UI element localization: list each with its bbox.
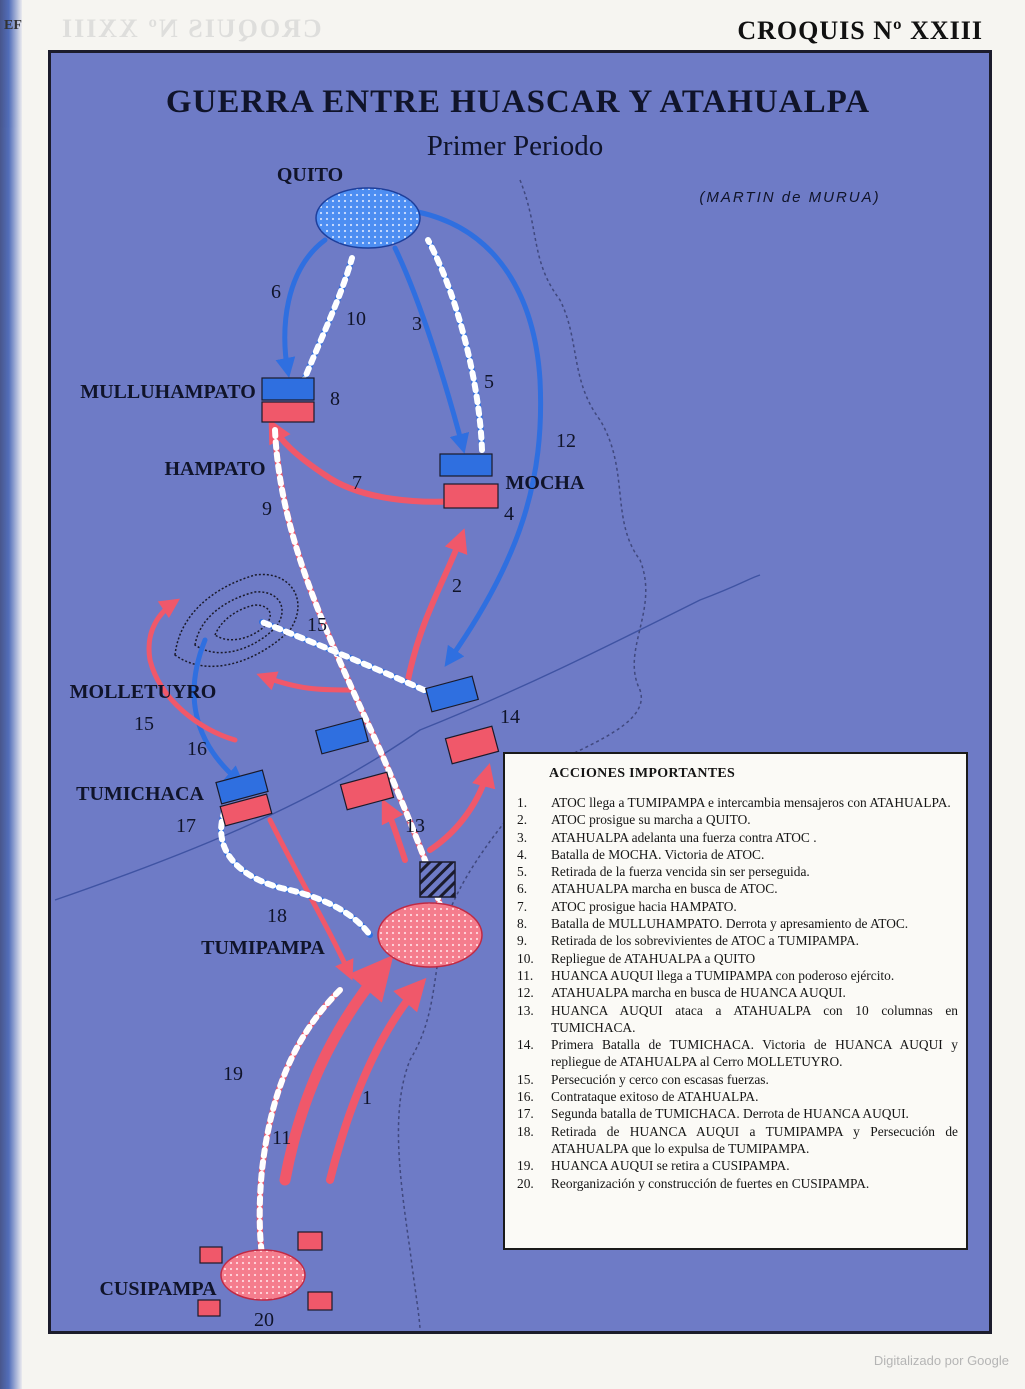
route-number: 19 (223, 1063, 243, 1085)
legend-item: 20. Reorganización y construcción de fuertes en CUSIPAMPA. (517, 1175, 870, 1191)
route-number: 14 (500, 706, 520, 728)
tumipampa-fort-hatch (420, 862, 455, 897)
place-molletuyro: MOLLETUYRO (69, 681, 217, 703)
cerro-molletuyro-contours (175, 574, 298, 666)
legend-item: 17. Segunda batalla de TUMICHACA. Derrota de HUANCA AUQUI. (517, 1106, 909, 1122)
route-number: 16 (187, 738, 207, 760)
route-number: 1 (362, 1087, 372, 1109)
route-number: 10 (346, 308, 366, 330)
route-13b-arrow (430, 770, 488, 850)
legend-item: 3. ATAHUALPA adelanta una fuerza contra ATOC . (517, 829, 817, 845)
route-number: 3 (412, 313, 422, 335)
legend-item: 7. ATOC prosigue hacia HAMPATO. (517, 898, 737, 914)
legend-item: 4. Batalla de MOCHA. Victoria de ATOC. (517, 846, 765, 862)
legend-item: 10. Repliegue de ATAHUALPA a QUITO (517, 950, 756, 966)
map-title: GUERRA ENTRE HUASCAR Y ATAHUALPA (165, 84, 871, 120)
legend-item: 13. HUANCA AUQUI ataca a ATAHUALPA con 10 columnas en TUMICHACA. (517, 1002, 958, 1035)
plate-number: CROQUIS Nº XXIII (737, 16, 983, 45)
route-number: 9 (262, 498, 272, 520)
route-number: 12 (556, 430, 576, 452)
route-number: 4 (504, 503, 514, 525)
legend-item: 1. ATOC llega a TUMIPAMPA e intercambia mensajeros con ATAHUALPA. (517, 795, 951, 810)
map-subtitle: Primer Periodo (426, 130, 604, 162)
place-mulluhampato: MULLUHAMPATO (80, 381, 256, 403)
cusipampa-city (221, 1250, 305, 1300)
tumipampa-city (378, 903, 482, 967)
route-number: 2 (452, 575, 462, 597)
legend-item: 19. HUANCA AUQUI se retira a CUSIPAMPA. (517, 1158, 790, 1174)
route-3-arrow (395, 248, 463, 448)
route-16-arrow (194, 640, 240, 782)
mulluhampato-blue-army (262, 378, 314, 400)
cusipampa-fort-4 (308, 1292, 332, 1310)
mocha-blue-army (440, 454, 492, 476)
place-mocha: MOCHA (505, 472, 585, 494)
cusipampa-fort-3 (198, 1300, 220, 1316)
legend-item: 16. Contrataque exitoso de ATAHUALPA. (517, 1089, 759, 1105)
map-source: (MARTIN de MURUA) (699, 189, 881, 206)
legend-item: 6. ATAHUALPA marcha en busca de ATOC. (517, 881, 778, 897)
legend-item: 5. Retirada de la fuerza vencida sin ser perseguida. (517, 864, 810, 880)
quito-city (316, 188, 420, 248)
legend-item: 14. Primera Batalla de TUMICHACA. Victoria de HUANCA AUQUI y repliegue de ATAHUALPA al Cerro MOLLETUYRO. (517, 1037, 958, 1070)
route-number: 13 (405, 815, 425, 837)
place-cusipampa: CUSIPAMPA (99, 1278, 217, 1300)
route-number: 17 (176, 815, 196, 837)
route-number: 20 (254, 1309, 274, 1331)
legend-item: 11. HUANCA AUQUI llega a TUMIPAMPA con poderoso ejército. (517, 967, 895, 983)
legend-item: 8. Batalla de MULLUHAMPATO. Derrota y apresamiento de ATOC. (517, 916, 909, 932)
bleed-through-header: CROQUIS Nº XXIII (60, 14, 322, 43)
route-number: 6 (271, 281, 281, 303)
route-number: 8 (330, 388, 340, 410)
route-15-arrow (149, 602, 235, 740)
place-quito: QUITO (276, 164, 344, 186)
scan-watermark: Digitalizado por Google (873, 1353, 1009, 1368)
legend-item: 2. ATOC prosigue su marcha a QUITO. (517, 812, 751, 828)
route-13-arrow (385, 805, 405, 860)
blue-army-b (316, 718, 369, 754)
red-army-a (445, 726, 498, 764)
legend-item: 15. Persecución y cerco con escasas fuerzas. (517, 1071, 769, 1087)
spine-mark: EF (4, 18, 22, 33)
route-15b-arrow (262, 676, 350, 690)
legend-item: 9. Retirada de los sobrevivientes de ATOC a TUMIPAMPA. (517, 933, 859, 949)
cusipampa-fort-2 (298, 1232, 322, 1250)
route-number: 7 (352, 472, 362, 494)
cusipampa-fort-1 (200, 1247, 222, 1263)
legend-box (503, 752, 968, 1250)
route-number: 18 (267, 905, 287, 927)
place-tumichaca: TUMICHACA (76, 783, 204, 805)
route-number: 5 (484, 371, 494, 393)
blue-army-a (426, 676, 479, 712)
legend-item: 18. Retirada de HUANCA AUQUI a TUMIPAMPA y Persecución de ATAHUALPA que lo expulsa de TUMIPAMPA. (517, 1123, 958, 1156)
place-hampato: HAMPATO (164, 458, 266, 480)
route-number: 11 (272, 1127, 292, 1149)
place-tumipampa: TUMIPAMPA (201, 937, 325, 959)
route-number: 15 (134, 713, 154, 735)
route-6-arrow (285, 240, 325, 372)
legend-item: 12. ATAHUALPA marcha en busca de HUANCA AUQUI. (517, 985, 846, 1001)
route-2-arrow (408, 535, 462, 680)
mocha-red-army (444, 484, 498, 508)
mulluhampato-red-army (262, 402, 314, 422)
legend-list (517, 794, 958, 1192)
legend-title: ACCIONES IMPORTANTES (549, 766, 736, 781)
route-number: 15 (307, 614, 327, 636)
